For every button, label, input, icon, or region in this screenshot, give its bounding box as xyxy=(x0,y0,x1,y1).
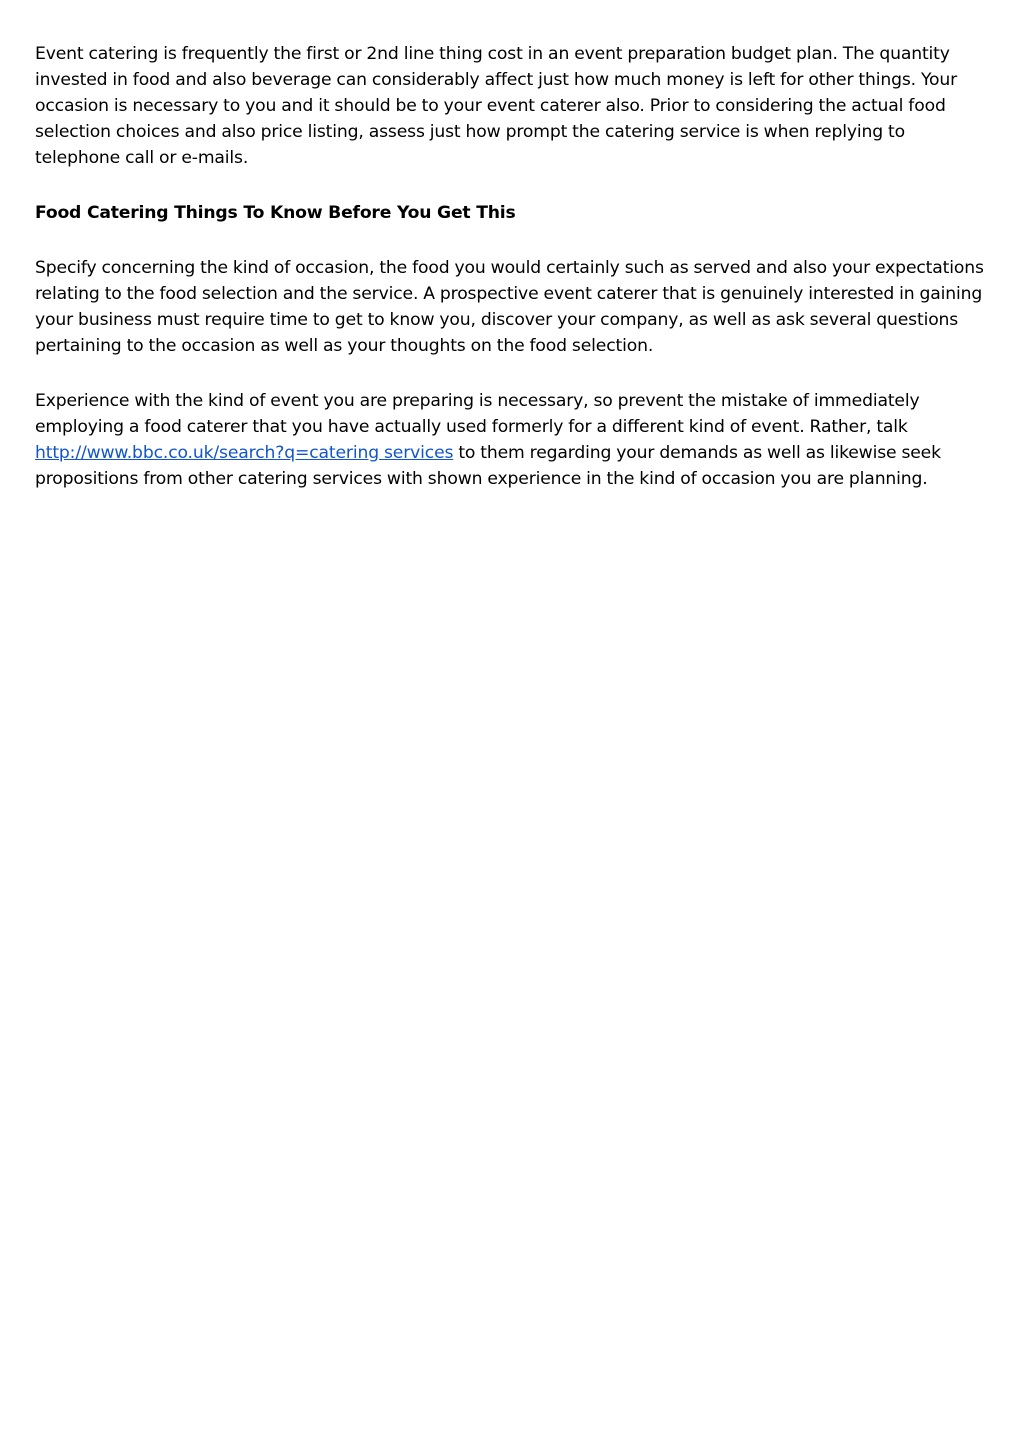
paragraph-specify: Specify concerning the kind of occasion, the food you would certainly such as served and also your expectations relating to the food selection and the service. A prospective event caterer that is genuinely interested in gaining your business must require time to get to know you, discover your company, as well as ask several questions pertaining to the occasion as well as your thoughts on the food selection. xyxy=(35,258,984,356)
document-page xyxy=(35,41,985,521)
paragraph-intro: Event catering is frequently the first or 2nd line thing cost in an event preparation budget plan. The quantity invested in food and also beverage can considerably affect just how much money is left for other things. Your occasion is necessary to you and it should be to your event caterer also. Prior to considering the actual food selection choices and also price listing, assess just how prompt the catering service is when replying to telephone call or e-mails. xyxy=(35,44,958,168)
paragraph-experience xyxy=(35,388,985,492)
paragraph-experience-text-before: Experience with the kind of event you are preparing is necessary, so prevent the mistake of immediately employing a food caterer that you have actually used formerly for a different kind of event. Rather, talk xyxy=(35,391,920,437)
paragraph-experience-text-after: to them regarding your demands as well as likewise seek propositions from other catering services with shown experience in the kind of occasion you are planning. xyxy=(35,443,941,489)
section-heading: Food Catering Things To Know Before You Get This xyxy=(35,203,516,223)
catering-services-link[interactable]: http://www.bbc.co.uk/search?q=catering services xyxy=(35,443,454,463)
